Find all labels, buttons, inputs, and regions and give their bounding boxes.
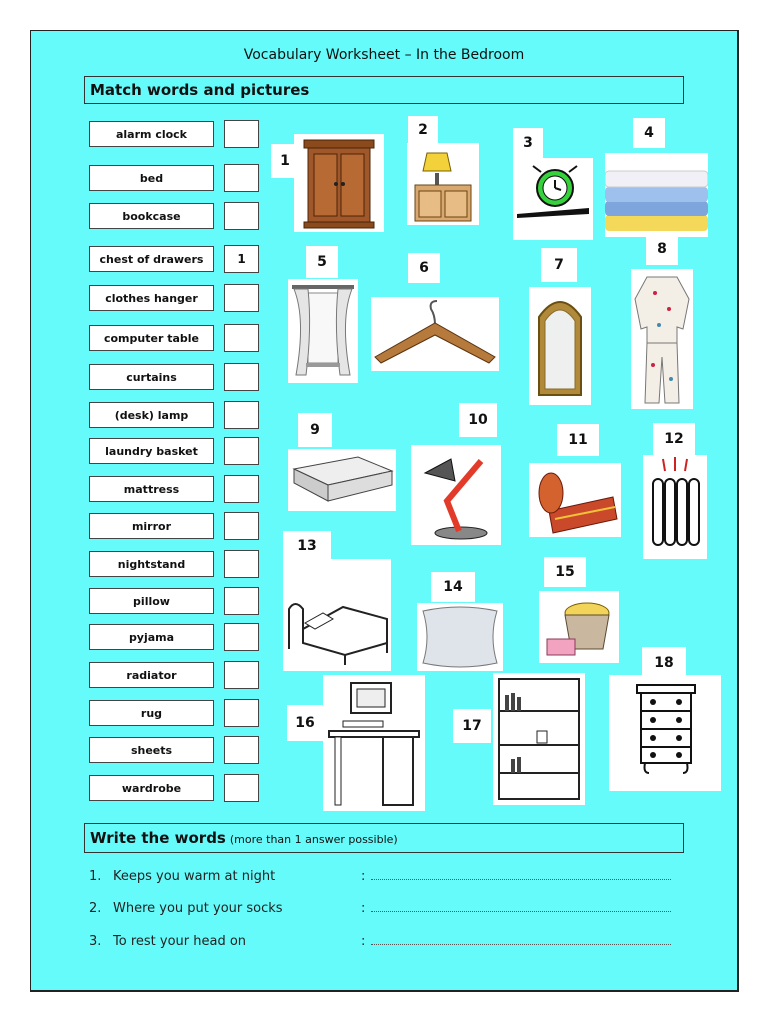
alarm-clock-icon	[513, 158, 593, 240]
write-section-note: (more than 1 answer possible)	[229, 833, 398, 846]
desk-lamp-icon	[411, 445, 501, 545]
question-text: Where you put your socks	[113, 901, 283, 916]
word-box: sheets	[89, 737, 214, 763]
answer-box[interactable]	[224, 587, 259, 615]
sheets-icon	[605, 153, 708, 237]
match-section-header	[84, 76, 684, 104]
answer-box[interactable]	[224, 736, 259, 764]
question-text: Keeps you warm at night	[113, 869, 276, 884]
answer-box[interactable]	[224, 699, 259, 727]
answer-box[interactable]	[224, 363, 259, 391]
answer-box[interactable]	[224, 475, 259, 503]
picture-number: 6	[408, 253, 440, 283]
picture-number: 18	[642, 647, 686, 679]
picture-number: 16	[287, 705, 323, 741]
word-box: bookcase	[89, 203, 214, 229]
picture-number: 7	[541, 248, 577, 282]
rug-icon	[529, 463, 621, 537]
answer-dots[interactable]	[371, 903, 671, 912]
picture-number: 2	[408, 116, 438, 144]
answer-box[interactable]	[224, 774, 259, 802]
answer-box[interactable]	[224, 202, 259, 230]
picture-number: 15	[544, 557, 586, 587]
answer-dots[interactable]	[371, 936, 671, 945]
wardrobe-icon	[294, 134, 384, 232]
picture-number: 11	[557, 424, 599, 456]
answer-box[interactable]	[224, 437, 259, 465]
mirror-icon	[529, 287, 591, 405]
picture-number: 17	[453, 709, 491, 743]
answer-box[interactable]	[224, 120, 259, 148]
word-box: alarm clock	[89, 121, 214, 147]
picture-number: 4	[633, 118, 665, 148]
computer-table-icon	[323, 675, 425, 811]
word-box: mattress	[89, 476, 214, 502]
answer-box[interactable]: 1	[224, 245, 259, 273]
laundry-basket-icon	[539, 591, 619, 663]
answer-box[interactable]	[224, 164, 259, 192]
answer-box[interactable]	[224, 550, 259, 578]
answer-box[interactable]	[224, 401, 259, 429]
word-box: rug	[89, 700, 214, 726]
word-box: bed	[89, 165, 214, 191]
worksheet-sheet	[30, 30, 739, 992]
answer-line[interactable]: :	[361, 869, 671, 884]
question-number: 2.	[89, 901, 102, 916]
write-section-title	[90, 829, 398, 847]
mattress-icon	[288, 449, 396, 511]
question-row	[89, 869, 275, 884]
word-box: nightstand	[89, 551, 214, 577]
answer-box[interactable]	[224, 661, 259, 689]
picture-number: 1	[271, 144, 299, 178]
bookcase-icon	[493, 673, 585, 805]
answer-box[interactable]	[224, 623, 259, 651]
answer-box[interactable]	[224, 324, 259, 352]
word-box: mirror	[89, 513, 214, 539]
answer-box[interactable]	[224, 512, 259, 540]
chest-of-drawers-icon	[609, 675, 721, 791]
bed-icon	[283, 559, 391, 671]
answer-box[interactable]	[224, 284, 259, 312]
picture-number: 5	[306, 246, 338, 278]
answer-dots[interactable]	[371, 871, 671, 880]
picture-number: 3	[513, 128, 543, 158]
answer-line[interactable]: :	[361, 934, 671, 949]
word-box: chest of drawers	[89, 246, 214, 272]
question-row	[89, 901, 283, 916]
word-box: (desk) lamp	[89, 402, 214, 428]
question-number: 3.	[89, 934, 102, 949]
pyjama-icon	[631, 269, 693, 409]
question-number: 1.	[89, 869, 102, 884]
page-title: Vocabulary Worksheet – In the Bedroom	[243, 47, 525, 63]
word-box: pillow	[89, 588, 214, 614]
match-section-heading: Match words and pictures	[90, 81, 310, 99]
word-box: laundry basket	[89, 438, 214, 464]
question-row	[89, 934, 246, 949]
nightstand-icon	[407, 143, 479, 225]
picture-number: 12	[653, 423, 695, 455]
word-box: wardrobe	[89, 775, 214, 801]
word-box: curtains	[89, 364, 214, 390]
picture-number: 14	[431, 572, 475, 602]
picture-number: 10	[459, 403, 497, 437]
pillow-icon	[417, 603, 503, 671]
radiator-icon	[643, 455, 707, 559]
word-box: radiator	[89, 662, 214, 688]
clothes-hanger-icon	[371, 297, 499, 371]
answer-line[interactable]: :	[361, 901, 671, 916]
word-box: pyjama	[89, 624, 214, 650]
picture-number: 13	[283, 531, 331, 561]
picture-number: 9	[298, 413, 332, 447]
write-section-heading: Write the words	[90, 829, 226, 847]
write-section-header	[84, 823, 684, 853]
picture-number: 8	[646, 233, 678, 265]
word-box: clothes hanger	[89, 285, 214, 311]
question-text: To rest your head on	[113, 934, 247, 949]
curtains-icon	[288, 279, 358, 383]
word-box: computer table	[89, 325, 214, 351]
